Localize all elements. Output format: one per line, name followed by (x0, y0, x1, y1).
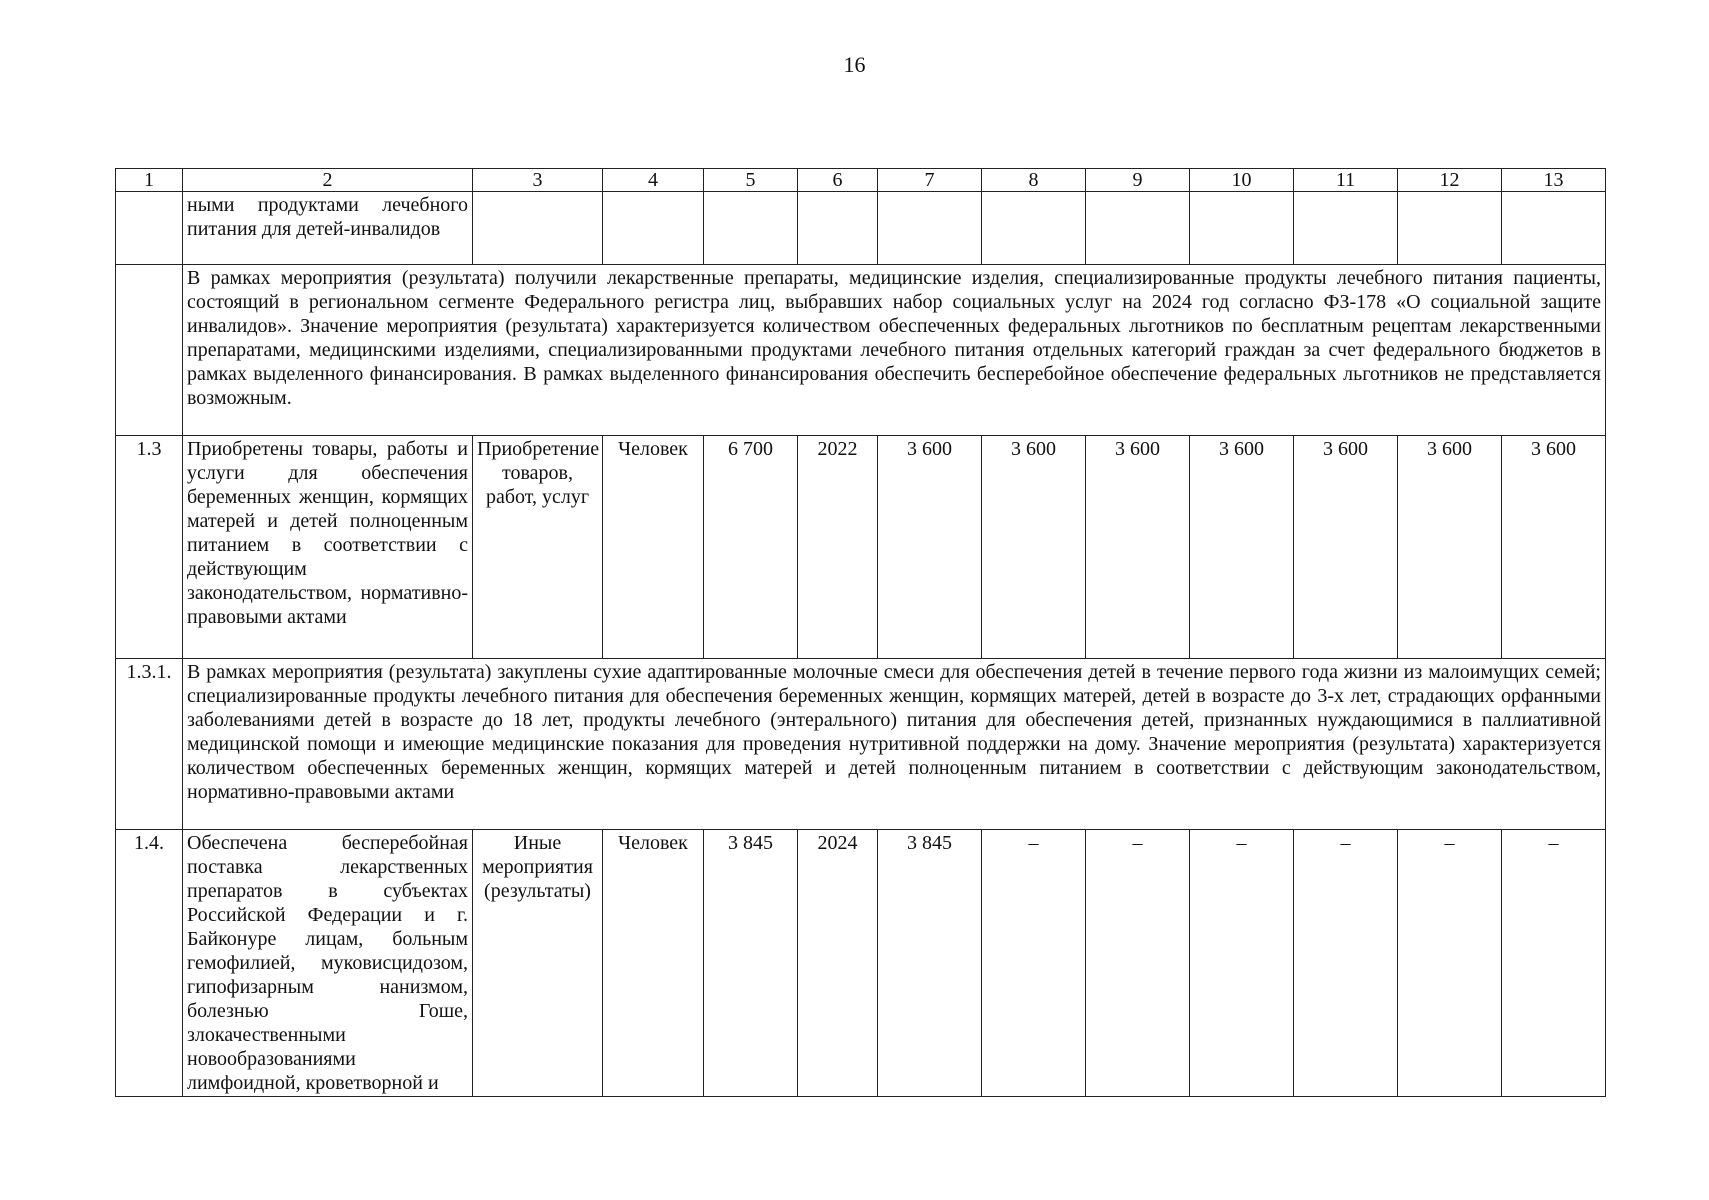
cell-value: – (1502, 830, 1606, 1097)
cell-value: 3 600 (982, 436, 1086, 659)
cell-result-name: ными продуктами лечебного питания для детей-инвалидов (183, 192, 473, 265)
page-number: 16 (843, 52, 866, 77)
header-cell: 10 (1190, 169, 1294, 192)
header-cell: 9 (1086, 169, 1190, 192)
cell-empty (603, 192, 704, 265)
cell-empty (1086, 192, 1190, 265)
header-cell: 1 (116, 169, 183, 192)
header-cell: 13 (1502, 169, 1606, 192)
cell-empty (473, 192, 603, 265)
cell-empty (1294, 192, 1398, 265)
header-cell: 2 (183, 169, 473, 192)
cell-description: В рамках мероприятия (результата) закуплены сухие адаптированные молочные смеси для обеспечения детей в течение первого года жизни из малоимущих семей; специализированные продукты лечебного питания для обеспечения беременных женщин, кормящих матерей, детей в возрасте до 3-х лет, страдающих орфанными заболеваниями детей в возрасте до 18 лет, продукты лечебного (энтерального) питания для обеспечения детей, признанных нуждающимися в паллиативной медицинской помощи и имеющие медицинские показания для проведения нутритивной поддержки на дому. Значение мероприятия (результата) характеризуется количеством обеспеченных беременных женщин, кормящих матерей и детей полноценным питанием в соответствии с действующим законодательством, нормативно-правовыми актами (183, 659, 1606, 830)
cell-result-name: Приобретены товары, работы и услуги для обеспечения беременных женщин, кормящих матерей и детей полноценным питанием в соответствии с действующим законодательством, нормативно-правовыми актами (183, 436, 473, 659)
cell-value: 3 600 (1086, 436, 1190, 659)
header-cell: 3 (473, 169, 603, 192)
cell-empty (798, 192, 878, 265)
cell-base-year: 2024 (798, 830, 878, 1097)
cell-base-year: 2022 (798, 436, 878, 659)
cell-number: 1.3.1. (116, 659, 183, 830)
table-row (116, 830, 1606, 1097)
cell-value: – (1086, 830, 1190, 1097)
cell-base-value: 3 845 (704, 830, 798, 1097)
header-cell: 4 (603, 169, 704, 192)
table-row (116, 436, 1606, 659)
cell-number: 1.4. (116, 830, 183, 1097)
cell-result-type: Приобретение товаров, работ, услуг (473, 436, 603, 659)
header-row (116, 169, 1606, 192)
cell-number: 1.3 (116, 436, 183, 659)
cell-description: В рамках мероприятия (результата) получили лекарственные препараты, медицинские изделия, специализированные продукты лечебного питания пациенты, состоящий в региональном сегменте Федерального регистра лиц, выбравших набор социальных услуг на 2024 год согласно ФЗ-178 «О социальной защите инвалидов». Значение мероприятия (результата) характеризуется количеством обеспеченных федеральных льготников по бесплатным рецептам лекарственными препаратами, медицинскими изделиями, специализированными продуктами лечебного питания отдельных категорий граждан за счет федерального бюджетов в рамках выделенного финансирования. В рамках выделенного финансирования обеспечить бесперебойное обеспечение федеральных льготников не представляется возможным. (183, 265, 1606, 436)
cell-value: 3 600 (1190, 436, 1294, 659)
cell-base-value: 6 700 (704, 436, 798, 659)
cell-number (116, 265, 183, 436)
header-cell: 12 (1398, 169, 1502, 192)
cell-value: – (1398, 830, 1502, 1097)
cell-value: 3 600 (1502, 436, 1606, 659)
table-row (116, 659, 1606, 830)
header-cell: 5 (704, 169, 798, 192)
cell-unit: Человек (603, 436, 704, 659)
cell-empty (1398, 192, 1502, 265)
cell-value: – (1190, 830, 1294, 1097)
cell-value: 3 600 (878, 436, 982, 659)
cell-unit: Человек (603, 830, 704, 1097)
header-cell: 6 (798, 169, 878, 192)
cell-empty (1190, 192, 1294, 265)
cell-empty (878, 192, 982, 265)
table-row (116, 265, 1606, 436)
cell-value: 3 600 (1398, 436, 1502, 659)
cell-value: 3 845 (878, 830, 982, 1097)
cell-empty (704, 192, 798, 265)
cell-empty (982, 192, 1086, 265)
cell-empty (1502, 192, 1606, 265)
indicator-table (115, 168, 1606, 1097)
table-row (116, 192, 1606, 265)
header-cell: 11 (1294, 169, 1398, 192)
cell-result-type: Иные мероприятия (результаты) (473, 830, 603, 1097)
cell-number (116, 192, 183, 265)
cell-value: – (982, 830, 1086, 1097)
cell-value: 3 600 (1294, 436, 1398, 659)
cell-value: – (1294, 830, 1398, 1097)
cell-result-name: Обеспечена бесперебойная поставка лекарственных препаратов в субъектах Российской Федерации и г. Байконуре лицам, больным гемофилией, муковисцидозом, гипофизарным нанизмом, болезнью Гоше, злокачественными новообразованиями лимфоидной, кроветворной и (183, 830, 473, 1097)
header-cell: 8 (982, 169, 1086, 192)
header-cell: 7 (878, 169, 982, 192)
